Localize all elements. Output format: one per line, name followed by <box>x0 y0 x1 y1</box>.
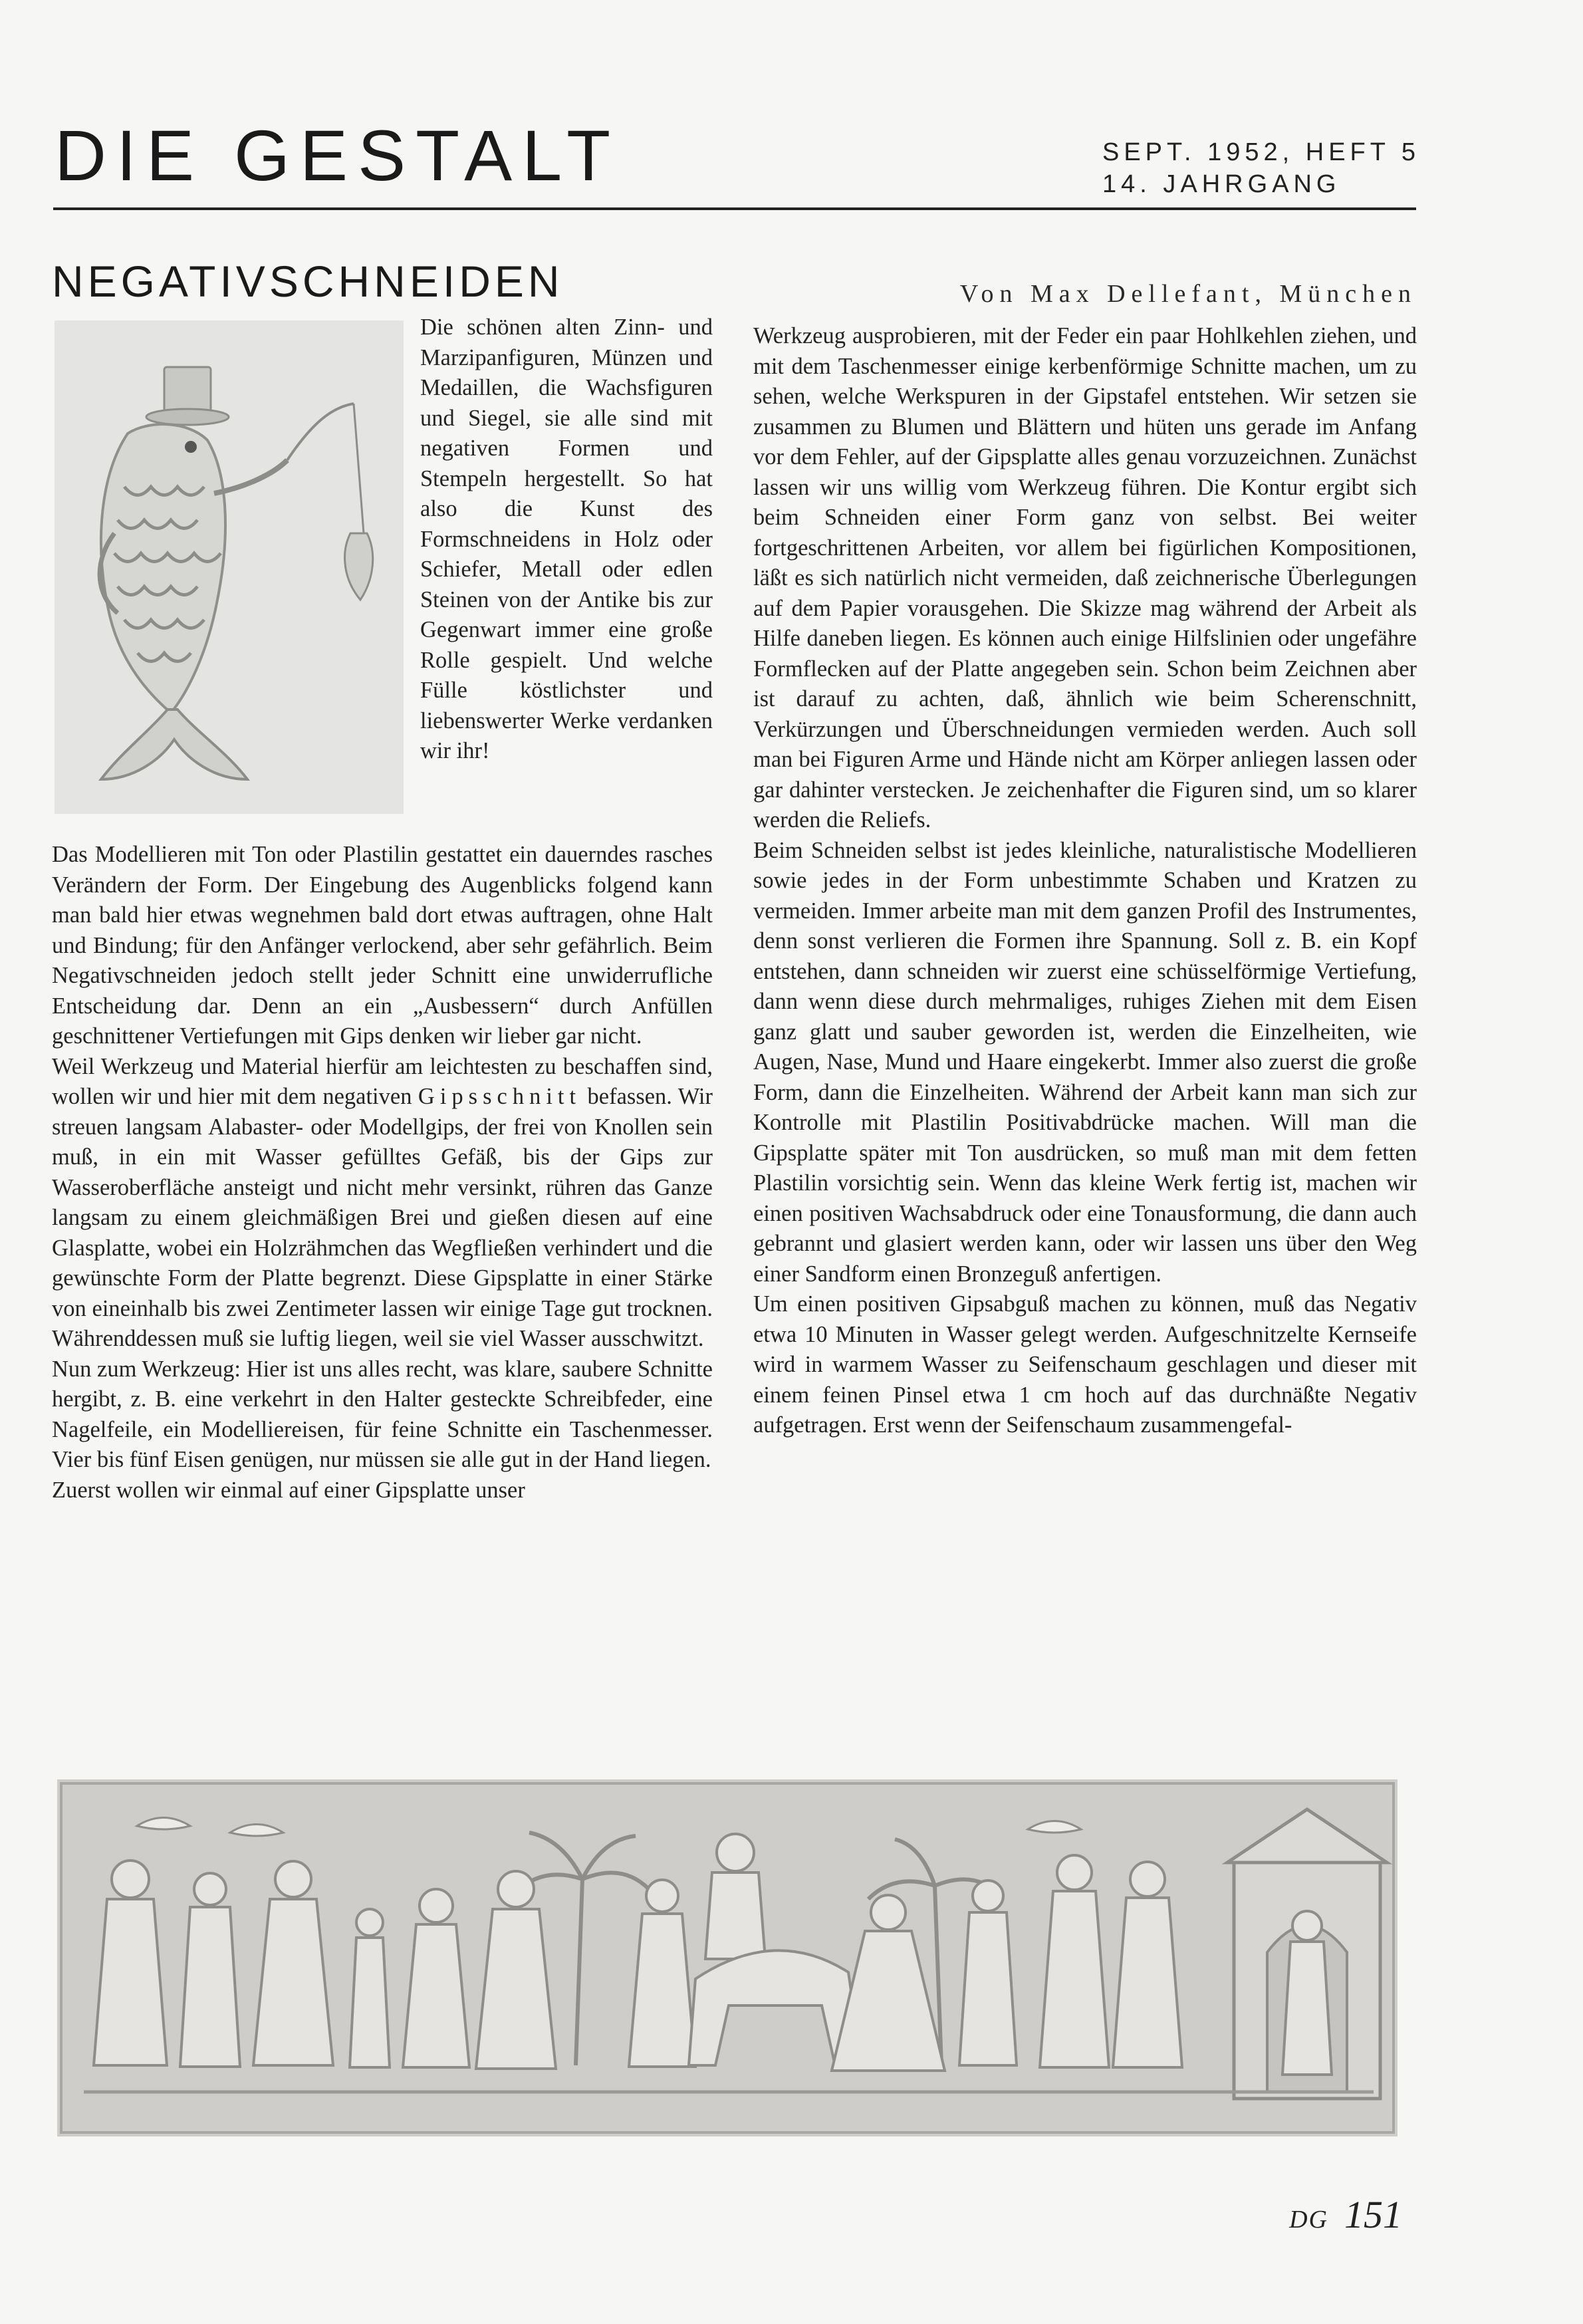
paragraph-werkzeug-ausprobieren: Werkzeug ausprobieren, mit der Feder ein paar Hohlkehlen ziehen, und mit dem Taschenmesser einige kerbenförmige Schnitte machen, um zu sehen, welche Werkspuren in der Gipstafel entstehen. Wir setzen sie zusammen zu Blumen und Blättern und hüten uns gerade im Anfang vor dem Fehler, auf der Gipsplatte alles genau vorzuzeichnen. Zunächst lassen wir uns willig vom Werkzeug führen. Die Kontur ergibt sich beim Schneiden einer Form ganz von selbst. Bei weiter fortgeschrittenen Arbeiten, vor allem bei figürlichen Kompositionen, läßt es sich natürlich nicht vermeiden, daß zeichnerische Überlegungen auf dem Papier vorausgehen. Die Skizze mag während der Arbeit als Hilfe daneben liegen. Es können auch einige Hilfslinien oder ungefähre Formflecken auf der Platte angegeben sein. Schon beim Zeichnen aber ist darauf zu achten, daß, ähnlich wie beim Scherenschnitt, Verkürzungen und Überschneidungen vermieden werden. Auch soll man bei Figuren Arme und Hände nicht am Körper anliegen lassen oder gar dahinter verstecken. Je zeichenhafter die Figuren sind, um so klarer werden die Reliefs. <box>753 323 1417 833</box>
paragraph-zuerst: Zuerst wollen wir einmal auf einer Gipsplatte unser <box>52 1477 525 1503</box>
article-byline: Von Max Dellefant, München <box>959 280 1417 308</box>
masthead-divider <box>53 207 1416 210</box>
paragraph-gipsschnitt-b: befassen. Wir streuen langsam Alabaster- oder Modellgips, der frei von Knollen sein muß, in ein mit Wasser gefülltes Gefäß, bis der Gips zur Wasseroberfläche ansteigt und nicht mehr versinkt, rühren das Ganze langsam zu einem gleichmäßigen Brei und gießen diesen auf eine Glasplatte, wobei ein Holzrähmchen das Wegfließen verhindert und die gewünschte Form der Platte begrenzt. Diese Gipsplatte in einer Stärke von eineinhalb bis zwei Zentimeter lassen wir einige Tage gut trocknen. Währenddessen muß sie luftig liegen, weil sie viel Wasser ausschwitzt. <box>52 1084 713 1351</box>
gipsschnitt-term: Gipsschnitt <box>418 1084 582 1109</box>
fish-relief-image <box>55 321 404 814</box>
right-column <box>753 321 1417 1441</box>
intro-paragraph: Die schönen alten Zinn- und Marzipanfiguren, Münzen und Medaillen, die Wachsfiguren und Siegel, sie alle sind mit negativen Formen und Stempeln hergestellt. So hat also die Kunst des Formschneidens in Holz oder Schiefer, Metall oder edlen Steinen von der Antike bis zur Gegenwart immer eine große Rolle gespielt. Und welche Fülle köstlichster und liebenswerter Werke verdanken wir ihr! <box>420 315 713 763</box>
magazine-title: DIE GESTALT <box>55 115 621 195</box>
issue-date-line: SEPT. 1952, HEFT 5 <box>1102 138 1420 166</box>
paragraph-werkzeug: Nun zum Werkzeug: Hier ist uns alles recht, was klare, saubere Schnitte hergibt, z. B. eine verkehrt in den Halter gesteckte Schreibfeder, eine Nagelfeile, ein Modelliereisen, für feine Schnitte ein Taschenmesser. Vier bis fünf Eisen genügen, nur müssen sie alle gut in der Hand liegen. <box>52 1356 713 1472</box>
folio-abbreviation: DG <box>1289 2206 1328 2234</box>
paragraph-gipsschnitt-a: Weil Werkzeug und Material hierfür am leichtesten zu beschaffen sind, wollen wir und hier mit dem negativen <box>52 1053 713 1109</box>
issue-info <box>1102 136 1420 200</box>
figural-relief-image <box>57 1779 1398 2136</box>
issue-volume-line: 14. JAHRGANG <box>1102 170 1341 198</box>
page-folio <box>1289 2193 1402 2236</box>
left-column <box>52 840 713 1505</box>
paragraph-gipsschnitt <box>52 1052 713 1355</box>
article-title: NEGATIVSCHNEIDEN <box>52 257 564 306</box>
paragraph-gipsabguss: Um einen positiven Gipsabguß machen zu können, muß das Negativ etwa 10 Minuten in Wasser gelegt werden. Aufgeschnitzelte Kernseife wird in warmem Wasser zu Seifenschaum geschlagen und dieser mit einem feinen Pinsel etwa 1 cm hoch auf das durchnäßte Negativ aufgetragen. Erst wenn der Seifenschaum zusammengefal- <box>753 1291 1417 1438</box>
intro-column <box>420 313 713 767</box>
paragraph-modellieren: Das Modellieren mit Ton oder Plastilin gestattet ein dauerndes rasches Verändern der Form. Der Eingebung des Augenblicks folgend kann man bald hier etwas wegnehmen bald dort etwas auftragen, ohne Halt und Bindung; für den Anfänger verlockend, aber sehr gefährlich. Beim Negativschneiden jedoch stellt jeder Schnitt eine unwiderrufliche Entscheidung dar. Denn an ein „Ausbessern“ durch Anfüllen geschnittener Vertiefungen mit Gips denken wir lieber gar nicht. <box>52 842 713 1049</box>
page-number: 151 <box>1344 2193 1402 2236</box>
paragraph-schneiden: Beim Schneiden selbst ist jedes kleinliche, naturalistische Modellieren sowie jedes in der Form unbestimmte Schaben und Kratzen zu vermeiden. Immer arbeite man mit dem ganzen Profil des Instrumentes, denn sonst verlieren die Formen ihre Spannung. Soll z. B. ein Kopf entstehen, dann schneiden wir zuerst eine schüsselförmige Vertiefung, dann wenn diese durch mehrmaliges, ruhiges Ziehen mit dem Eisen ganz glatt und sauber geworden ist, werden die Einzelheiten, wie Augen, Nase, Mund und Haare eingekerbt. Immer also zuerst die große Form, dann die Einzelheiten. Während der Arbeit kann man sich zur Kontrolle mit Plastilin Positivabdrücke machen. Will man die Gipsplatte später mit Ton ausdrücken, so muß man mit dem fetten Plastilin vorsichtig sein. Wenn das kleine Werk fertig ist, machen wir einen positiven Wachsabdruck oder eine Tonausformung, die dann auch gebrannt und glasiert werden kann, oder wir lassen uns über den Weg einer Sandform einen Bronzeguß anfertigen. <box>753 837 1417 1287</box>
